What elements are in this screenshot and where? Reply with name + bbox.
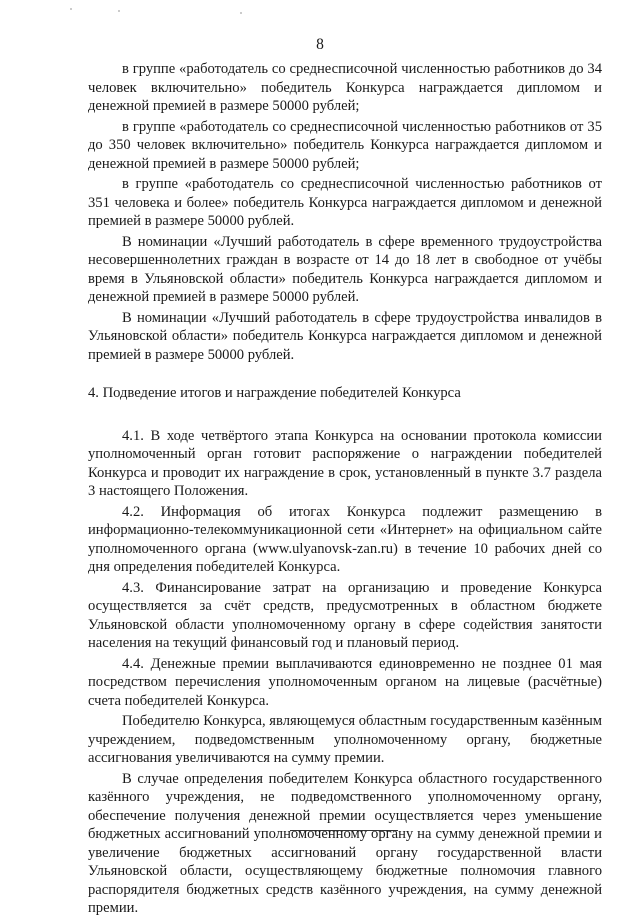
paragraph: в группе «работодатель со среднесписочной численностью работников от 35 до 350 человек включительно» победитель Конкурса награждается дипломом и денежной премией в размере 50000 рублей; [88, 118, 602, 172]
paragraph: 4.1. В ходе четвёртого этапа Конкурса на основании протокола комиссии уполномоченный орган готовит распоряжение о награждении победителей Конкурса и проводит их награждение в срок, установленный в пункте 3.7 раздела 3 настоящего Положения. [88, 427, 602, 499]
page-number: 8 [316, 36, 324, 53]
paragraph: 4.3. Финансирование затрат на организацию и проведение Конкурса осуществляется за счёт средств, предусмотренных в областном бюджете Ульяновской области уполномоченному органу в сфере содействия занятости населения на текущий финансовый год и плановый период. [88, 579, 602, 651]
paragraph: Победителю Конкурса, являющемуся областным государственным казённым учреждением, подведомственным уполномоченному органу, бюджетные ассигнования увеличиваются на сумму премии. [88, 713, 603, 766]
paragraph: 4.4. Денежные премии выплачиваются единовременно не позднее 01 мая посредством перечисления уполномоченным органом на лицевые (расчётные) счета победителей Конкурса. [88, 655, 602, 709]
scan-speck [118, 10, 120, 12]
paragraph: в группе «работодатель со среднесписочной численностью работников до 34 человек включительно» победитель Конкурса награждается дипломом и денежной премией в размере 50000 рублей; [88, 61, 602, 114]
scan-speck [240, 12, 242, 14]
paragraph: В номинации «Лучший работодатель в сфере временного трудоустройства несовершеннолетних граждан в возрасте от 14 до 18 лет в свободное от учёбы время в Ульяновской области» победитель Конкурса награждается дипломом и денежной премией в размере 50000 рублей. [88, 233, 602, 305]
end-divider-line [290, 830, 398, 831]
paragraph: В номинации «Лучший работодатель в сфере трудоустройства инвалидов в Ульяновской области» победитель Конкурса награждается дипломом и денежной премией в размере 50000 рублей. [88, 309, 602, 363]
section-heading: 4. Подведение итогов и награждение победителей Конкурса [88, 385, 461, 401]
paragraph: в группе «работодатель со среднесписочной численностью работников от 351 человека и более» победитель Конкурса награждается дипломом и денежной премией в размере 50000 рублей. [88, 176, 602, 229]
document-body [88, 60, 602, 918]
paragraph: 4.2. Информация об итогах Конкурса подлежит размещению в информационно-телекоммуникационной сети «Интернет» на официальном сайте уполномоченного органа (www.ulyanovsk-zan.ru) в течение 10 рабочих дней со дня определения победителей Конкурса. [88, 503, 602, 575]
paragraph: В случае определения победителем Конкурса областного государственного казённого учреждения, не подведомственного уполномоченному органу, обеспечение получения денежной премии осуществляется через уменьшение бюджетных ассигнований уполномоченному органу на сумму денежной премии и увеличение бюджетных ассигнований органу государственной власти Ульяновской области, осуществляющему бюджетные полномочия главного распорядителя бюджетных средств казённого учреждения, на сумму денежной премии. [88, 770, 602, 916]
scan-speck [70, 8, 72, 10]
